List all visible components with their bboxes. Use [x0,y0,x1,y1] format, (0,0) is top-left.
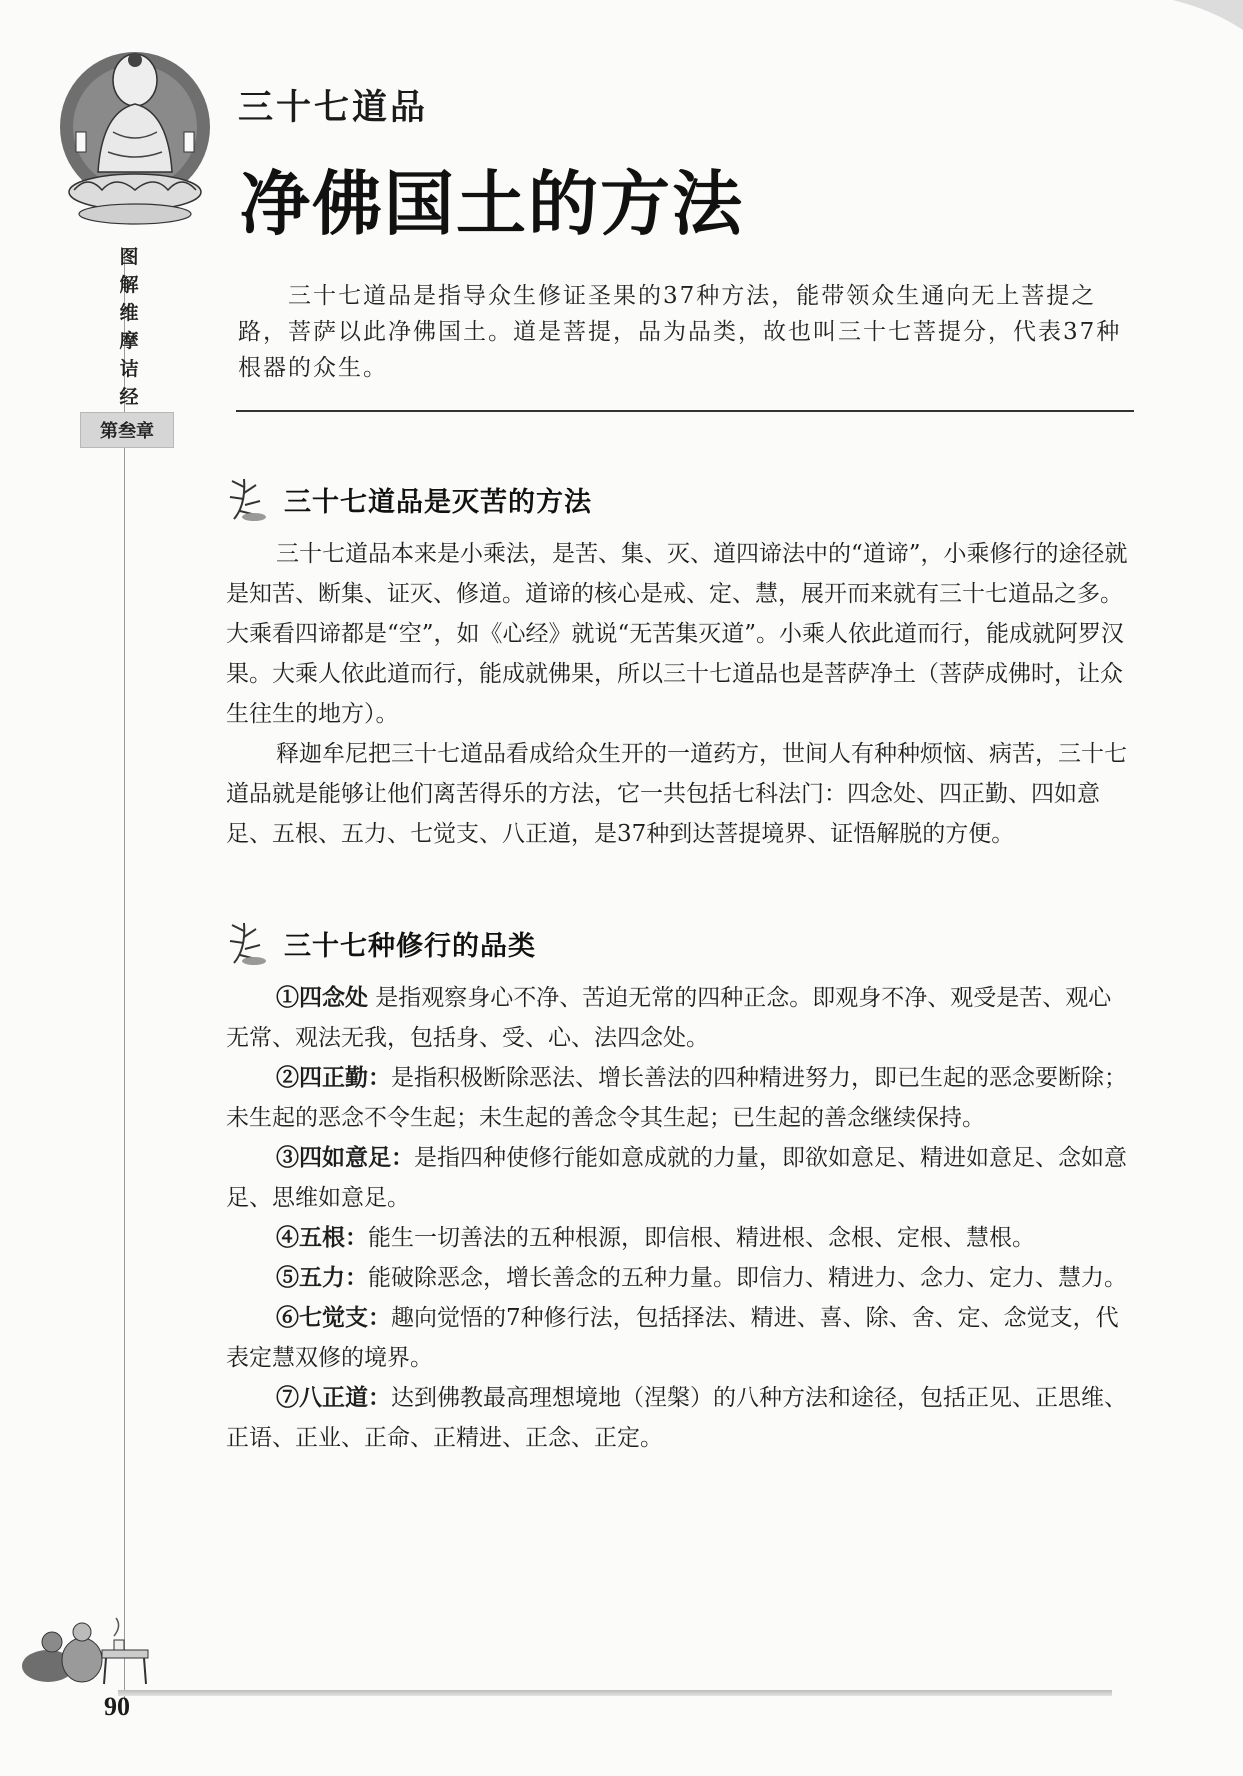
practice-item [226,1058,1134,1138]
chapter-tab: 第叁章 [80,412,174,448]
margin-rule [124,250,125,1700]
practice-item [226,1218,1134,1258]
section-heading-text: 三十七道品是灭苦的方法 [284,486,592,518]
book-title-char: 图 [119,246,139,268]
body-paragraph: 三十七道品本来是小乘法，是苦、集、灭、道四谛法中的“道谛”，小乘修行的途径就是知苦、断集、证灭、修道。道谛的核心是戒、定、慧，展开而来就有三十七道品之多。大乘看四谛都是“空”，如《心经》就说“无苦集灭道”。小乘人依此道而行，能成就阿罗汉果。大乘人依此道而行，能成就佛果，所以三十七道品也是菩萨净土（菩萨成佛时，让众生往生的地方）。 [226,541,1128,727]
section-heading-1 [226,472,592,526]
practice-term: ⑤五力： [276,1264,368,1291]
section-heading-2 [226,916,536,970]
page-number: 90 [104,1692,130,1721]
bamboo-icon [226,919,270,967]
footer-rule [118,1690,1112,1696]
section-body-2 [226,978,1134,1458]
page-title: 净佛国土的方法 [240,163,744,245]
buddha-emblem-icon [58,32,212,228]
practice-desc: 能破除恶念，增长善念的五种力量。即信力、精进力、念力、定力、慧力。 [368,1265,1127,1291]
practice-item [226,1378,1134,1458]
body-paragraph: 释迦牟尼把三十七道品看成给众生开的一道药方，世间人有种种烦恼、病苦，三十七道品就是能够让他们离苦得乐的方法，它一共包括七科法门：四念处、四正勤、四如意足、五根、五力、七觉支、八正道，是37种到达菩提境界、证悟解脱的方便。 [226,741,1127,847]
practice-desc: 是指积极断除恶法、增长善法的四种精进努力，即已生起的恶念要断除；未生起的恶念不令生起；未生起的善念令其生起；已生起的善念继续保持。 [226,1065,1127,1131]
practice-term: ⑥七觉支： [276,1304,391,1331]
practice-term: ⑦八正道： [276,1384,391,1411]
practice-term: ③四如意足： [276,1144,414,1171]
practice-desc: 达到佛教最高理想境地（涅槃）的八种方法和途径，包括正见、正思维、正语、正业、正命、正精进、正念、正定。 [226,1385,1127,1451]
practice-term: ④五根： [276,1224,368,1251]
section-heading-text: 三十七种修行的品类 [284,930,536,962]
header-divider [236,410,1134,412]
practice-item [226,1258,1134,1298]
practice-desc: 是指观察身心不净、苦迫无常的四种正念。即观身不净、观受是苦、观心无常、观法无我，包括身、受、心、法四念处。 [226,985,1112,1051]
book-title-char: 经 [119,386,139,408]
practice-item [226,1298,1134,1378]
book-title-vertical [114,243,144,411]
intro-paragraph: 三十七道品是指导众生修证圣果的37种方法，能带领众生通向无上菩提之路，菩萨以此净佛国土。道是菩提，品为品类，故也叫三十七菩提分，代表37种根器的众生。 [238,283,1122,381]
practice-item [226,1138,1134,1218]
practice-desc: 趣向觉悟的7种修行法，包括择法、精进、喜、除、舍、定、念觉支，代表定慧双修的境界。 [226,1305,1119,1371]
book-title-char: 诘 [119,358,139,380]
bamboo-icon [226,475,270,523]
practice-term: ①四念处 [276,984,368,1011]
practice-desc: 是指四种使修行能如意成就的力量，即欲如意足、精进如意足、念如意足、思维如意足。 [226,1145,1127,1211]
page-corner-curl [1173,0,1243,30]
book-title-char: 解 [119,274,139,296]
scholars-illustration [18,1596,156,1688]
book-title-char: 摩 [119,330,139,352]
book-title-char: 维 [119,302,139,324]
practice-desc: 能生一切善法的五种根源，即信根、精进根、念根、定根、慧根。 [368,1225,1035,1251]
practice-term: ②四正勤： [276,1064,391,1091]
section-body-1 [226,534,1134,854]
page-subtitle: 三十七道品 [238,88,429,128]
practice-item [226,978,1134,1058]
